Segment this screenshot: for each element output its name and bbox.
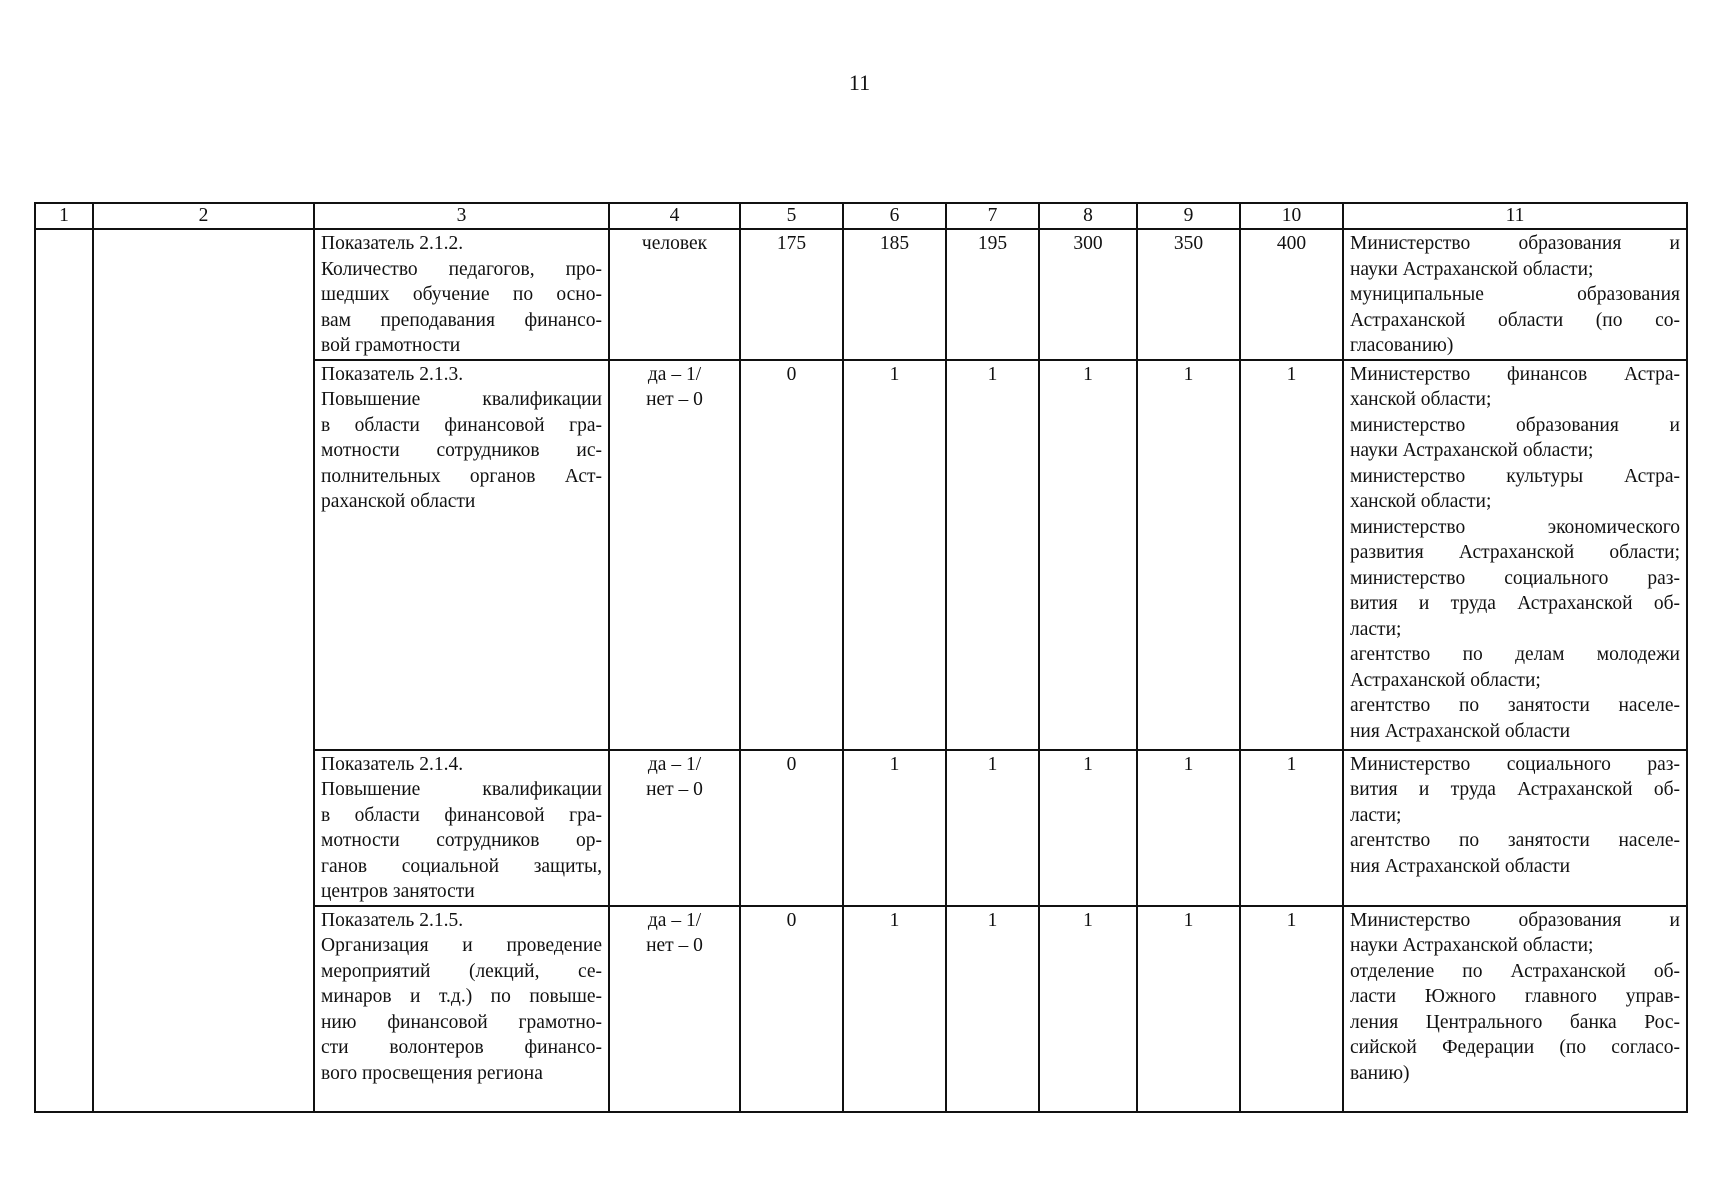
responsible-line: министерство социального раз- xyxy=(1350,567,1680,589)
value-cell: 1 xyxy=(843,906,946,1112)
responsible-line: министерство культуры Астра- xyxy=(1350,465,1680,487)
indicator-line: мотности сотрудников ор- xyxy=(321,830,602,851)
indicator-line: в области финансовой гра- xyxy=(321,804,602,826)
responsible-line: Министерство образования и xyxy=(1350,233,1680,254)
responsible-line: агентство по занятости населе- xyxy=(1350,695,1680,716)
unit-line: человек xyxy=(641,233,708,254)
responsible-line: ласти Южного главного управ- xyxy=(1350,986,1680,1007)
responsible-line: ния Астраханской области xyxy=(1350,720,1571,742)
indicator-line: Показатель 2.1.3. xyxy=(321,363,464,385)
indicator-cell xyxy=(314,906,609,1112)
unit-line: да – 1/ xyxy=(647,363,702,385)
indicator-line: центров занятости xyxy=(321,881,475,902)
indicator-cell xyxy=(314,360,609,750)
indicator-line: Повышение квалификации xyxy=(321,779,602,800)
responsible-cell xyxy=(1343,360,1687,750)
value-cell: 1 xyxy=(843,750,946,906)
responsible-line: развития Астраханской области; xyxy=(1350,542,1680,563)
responsible-line: Министерство образования и xyxy=(1350,909,1680,931)
responsible-line: ханской области; xyxy=(1350,491,1492,512)
header-cell: 11 xyxy=(1343,203,1687,229)
responsible-line: министерство образования и xyxy=(1350,414,1680,436)
unit-cell xyxy=(609,750,740,906)
responsible-line: ления Центрального банка Рос- xyxy=(1350,1011,1680,1033)
responsible-line: ния Астраханской области xyxy=(1350,855,1571,877)
unit-line: нет – 0 xyxy=(646,389,703,410)
indicator-line: в области финансовой гра- xyxy=(321,414,602,436)
value-cell: 1 xyxy=(1039,906,1137,1112)
indicator-line: Показатель 2.1.5. xyxy=(321,909,464,931)
responsible-line: агентство по занятости населе- xyxy=(1350,830,1680,851)
indicator-line: Организация и проведение xyxy=(321,935,602,956)
value-cell: 1 xyxy=(1137,750,1240,906)
unit-cell xyxy=(609,906,740,1112)
indicator-line: вам преподавания финансо- xyxy=(321,309,602,331)
indicator-line: минаров и т.д.) по повыше- xyxy=(321,986,602,1007)
value-cell: 1 xyxy=(843,360,946,750)
value-cell: 175 xyxy=(740,229,843,360)
responsible-line: Астраханской области (по со- xyxy=(1350,309,1680,331)
responsible-cell xyxy=(1343,229,1687,360)
unit-line: да – 1/ xyxy=(647,753,702,775)
responsible-line: ванию) xyxy=(1350,1062,1410,1084)
value-cell: 195 xyxy=(946,229,1039,360)
value-cell: 1 xyxy=(1039,750,1137,906)
header-cell: 2 xyxy=(93,203,314,229)
value-cell: 1 xyxy=(1240,906,1343,1112)
indicator-line: сти волонтеров финансо- xyxy=(321,1037,602,1058)
table-row xyxy=(35,229,1687,360)
indicator-line: раханской области xyxy=(321,491,476,512)
value-cell: 300 xyxy=(1039,229,1137,360)
indicator-line: мотности сотрудников ис- xyxy=(321,440,602,461)
indicator-line: ганов социальной защиты, xyxy=(321,855,602,877)
responsible-line: отделение по Астраханской об- xyxy=(1350,960,1680,982)
col2-empty-cell xyxy=(93,229,314,1112)
indicator-line: Количество педагогов, про- xyxy=(321,258,602,280)
value-cell: 0 xyxy=(740,750,843,906)
header-cell: 8 xyxy=(1039,203,1137,229)
responsible-line: Астраханской области; xyxy=(1350,669,1541,691)
responsible-line: гласованию) xyxy=(1350,335,1454,356)
indicator-line: вого просвещения региона xyxy=(321,1062,543,1084)
responsible-line: ласти; xyxy=(1350,618,1402,640)
responsible-line: ханской области; xyxy=(1350,389,1492,410)
indicator-line: Повышение квалификации xyxy=(321,389,602,410)
indicator-cell xyxy=(314,750,609,906)
header-row xyxy=(35,203,1687,229)
value-cell: 1 xyxy=(946,750,1039,906)
header-cell: 7 xyxy=(946,203,1039,229)
responsible-line: агентство по делам молодежи xyxy=(1350,644,1680,665)
unit-line: да – 1/ xyxy=(647,909,702,931)
header-cell: 6 xyxy=(843,203,946,229)
responsible-line: муниципальные образования xyxy=(1350,284,1680,305)
value-cell: 1 xyxy=(1240,360,1343,750)
value-cell: 350 xyxy=(1137,229,1240,360)
unit-line: нет – 0 xyxy=(646,935,703,956)
value-cell: 0 xyxy=(740,360,843,750)
value-cell: 1 xyxy=(946,906,1039,1112)
header-cell: 9 xyxy=(1137,203,1240,229)
indicator-line: Показатель 2.1.4. xyxy=(321,753,464,775)
indicators-table xyxy=(34,202,1688,1113)
value-cell: 1 xyxy=(1039,360,1137,750)
value-cell: 185 xyxy=(843,229,946,360)
unit-cell xyxy=(609,229,740,360)
responsible-line: науки Астраханской области; xyxy=(1350,440,1594,461)
responsible-line: вития и труда Астраханской об- xyxy=(1350,779,1680,800)
col1-empty-cell xyxy=(35,229,93,1112)
responsible-line: науки Астраханской области; xyxy=(1350,258,1594,280)
responsible-line: науки Астраханской области; xyxy=(1350,935,1594,956)
value-cell: 400 xyxy=(1240,229,1343,360)
responsible-line: вития и труда Астраханской об- xyxy=(1350,593,1680,614)
header-cell: 10 xyxy=(1240,203,1343,229)
indicator-line: нию финансовой грамотно- xyxy=(321,1011,602,1033)
indicator-line: полнительных органов Аст- xyxy=(321,465,602,487)
indicator-line: вой грамотности xyxy=(321,335,461,356)
responsible-cell xyxy=(1343,906,1687,1112)
page-number: 11 xyxy=(848,70,871,95)
indicator-line: мероприятий (лекций, се- xyxy=(321,960,602,982)
value-cell: 1 xyxy=(946,360,1039,750)
value-cell: 1 xyxy=(1240,750,1343,906)
header-cell: 5 xyxy=(740,203,843,229)
value-cell: 1 xyxy=(1137,360,1240,750)
header-cell: 3 xyxy=(314,203,609,229)
unit-line: нет – 0 xyxy=(646,779,703,800)
header-cell: 1 xyxy=(35,203,93,229)
indicator-line: Показатель 2.1.2. xyxy=(321,233,464,254)
indicator-cell xyxy=(314,229,609,360)
responsible-line: сийской Федерации (по согласо- xyxy=(1350,1037,1680,1058)
responsible-cell xyxy=(1343,750,1687,906)
responsible-line: Министерство финансов Астра- xyxy=(1350,363,1680,385)
value-cell: 1 xyxy=(1137,906,1240,1112)
header-cell: 4 xyxy=(609,203,740,229)
responsible-line: ласти; xyxy=(1350,804,1402,826)
value-cell: 0 xyxy=(740,906,843,1112)
indicator-line: шедших обучение по осно- xyxy=(321,284,602,305)
responsible-line: Министерство социального раз- xyxy=(1350,753,1680,775)
unit-cell xyxy=(609,360,740,750)
responsible-line: министерство экономического xyxy=(1350,516,1680,538)
